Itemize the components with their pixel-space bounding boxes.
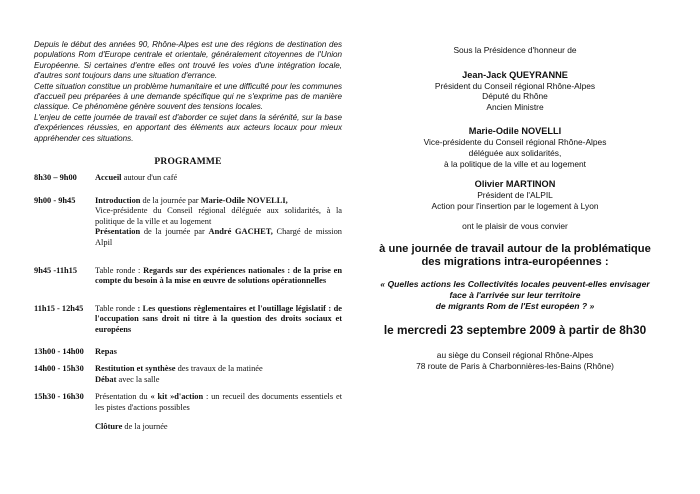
schedule-time: 15h30 - 16h30 bbox=[34, 392, 84, 402]
schedule-time: 11h15 - 12h45 bbox=[34, 303, 84, 313]
schedule-desc: Accueil autour d'un café bbox=[95, 173, 178, 183]
patron-name: Jean-Jack QUEYRANNE bbox=[462, 69, 568, 80]
schedule-desc: Table ronde : Les questions règlementaires et l'outillage législatif : de l'occupation sans droit ni titre à la question des droits sociaux et européens bbox=[95, 303, 342, 334]
schedule-time: 14h00 - 15h30 bbox=[34, 364, 84, 374]
intro-paragraph-1: Depuis le début des années 90, Rhône-Alpes est une des régions de destination des populations Rom d'Europe centrale et orientale, généralement citoyennes de l'Union Européenne. Si certaines d'entre elles ont trouvé les voies d'une intégration locale, d'autres sont toujours dans une situation d'errance. bbox=[34, 40, 342, 81]
patron-role: Action pour l'insertion par le logement à Lyon bbox=[431, 200, 599, 211]
patron-role: Président de l'ALPIL bbox=[477, 190, 553, 201]
question-line-1: « Quelles actions les Collectivités locales peuvent-elles envisager bbox=[380, 279, 650, 290]
intro-paragraph-3: L'enjeu de cette journée de travail est d'aborder ce sujet dans la sérénité, sur la base d'expériences réussies, en apportant des éléments aux acteurs locaux pour mieux appréhender ces situations. bbox=[34, 112, 342, 143]
schedule-desc: Restitution et synthèse des travaux de la matinée Débat avec la salle bbox=[95, 364, 263, 384]
event-date: le mercredi 23 septembre 2009 à partir de 8h30 bbox=[383, 323, 647, 338]
patron-role: Ancien Ministre bbox=[486, 101, 544, 112]
patron-role: à la politique de la ville et au logement bbox=[443, 158, 586, 169]
invitation-line: ont le plaisir de vous convier bbox=[462, 221, 568, 232]
patron-name: Olivier MARTINON bbox=[474, 179, 556, 190]
schedule-item-roundtable-2 bbox=[34, 304, 342, 336]
event-title bbox=[360, 243, 670, 269]
patron-role: déléguée aux solidarités, bbox=[468, 147, 562, 158]
schedule-time: 9h45 -11h15 bbox=[34, 265, 78, 275]
patron-role: Député du Rhône bbox=[482, 91, 548, 102]
schedule-item-roundtable-1 bbox=[34, 266, 342, 287]
intro-text bbox=[34, 40, 342, 144]
schedule-desc: Table ronde : Regards sur des expériences nationales : de la prise en compte du besoin à la mise en œuvre de solutions opérationnelles bbox=[95, 265, 342, 286]
right-column bbox=[360, 40, 670, 371]
schedule-item-welcome bbox=[34, 173, 342, 184]
schedule-item-kit bbox=[34, 392, 342, 432]
patron-role: Président du Conseil régional Rhône-Alpes bbox=[434, 80, 596, 91]
venue-line-1: au siège du Conseil régional Rhône-Alpes bbox=[436, 350, 594, 361]
event-question bbox=[360, 279, 670, 311]
schedule-desc: Repas bbox=[95, 346, 117, 356]
venue-line-2: 78 route de Paris à Charbonnières-les-Bains (Rhône) bbox=[416, 360, 614, 371]
schedule-item-restitution bbox=[34, 364, 342, 385]
schedule-time: 9h00 - 9h45 bbox=[34, 195, 76, 205]
left-column bbox=[34, 40, 342, 432]
event-title-line-2: des migrations intra-européennes : bbox=[421, 256, 609, 269]
question-line-3: de migrants Rom de l'Est européen ? » bbox=[435, 300, 595, 311]
patron-novelli bbox=[360, 126, 670, 169]
schedule-desc: Présentation du « kit »d'action : un recueil des documents essentiels et les pistes d'actions possibles Clôture de la journée bbox=[95, 392, 343, 431]
event-title-line-1: à une journée de travail autour de la problématique bbox=[379, 242, 651, 255]
programme-title: PROGRAMME bbox=[154, 157, 222, 168]
patron-queyranne bbox=[360, 70, 670, 113]
schedule-item-lunch bbox=[34, 347, 342, 358]
schedule-time: 13h00 - 14h00 bbox=[34, 346, 84, 356]
patron-name: Marie-Odile NOVELLI bbox=[468, 126, 562, 137]
patron-martinon bbox=[360, 179, 670, 211]
question-line-2: face à l'arrivée sur leur territoire bbox=[449, 289, 581, 300]
patron-role: Vice-présidente du Conseil régional Rhône-Alpes bbox=[423, 137, 607, 148]
schedule-time: 8h30 – 9h00 bbox=[34, 173, 77, 183]
patronage-heading: Sous la Présidence d'honneur de bbox=[453, 45, 577, 55]
event-venue bbox=[360, 350, 670, 371]
schedule-item-introduction bbox=[34, 196, 342, 249]
schedule-desc: Introduction de la journée par Marie-Odile NOVELLI, Vice-présidente du Conseil régional déléguée aux solidarités, à la politique de la ville et au logement Présentation de la journée par André GACHET, Chargé de mission Alpil bbox=[95, 195, 342, 248]
intro-paragraph-2: Cette situation constitue un problème humanitaire et une difficulté pour les communes d'accueil peu préparées à une demande spécifique qui ne s'exprime pas de manière classique. Ce phénomène génère souvent des tensions locales. bbox=[34, 81, 342, 112]
